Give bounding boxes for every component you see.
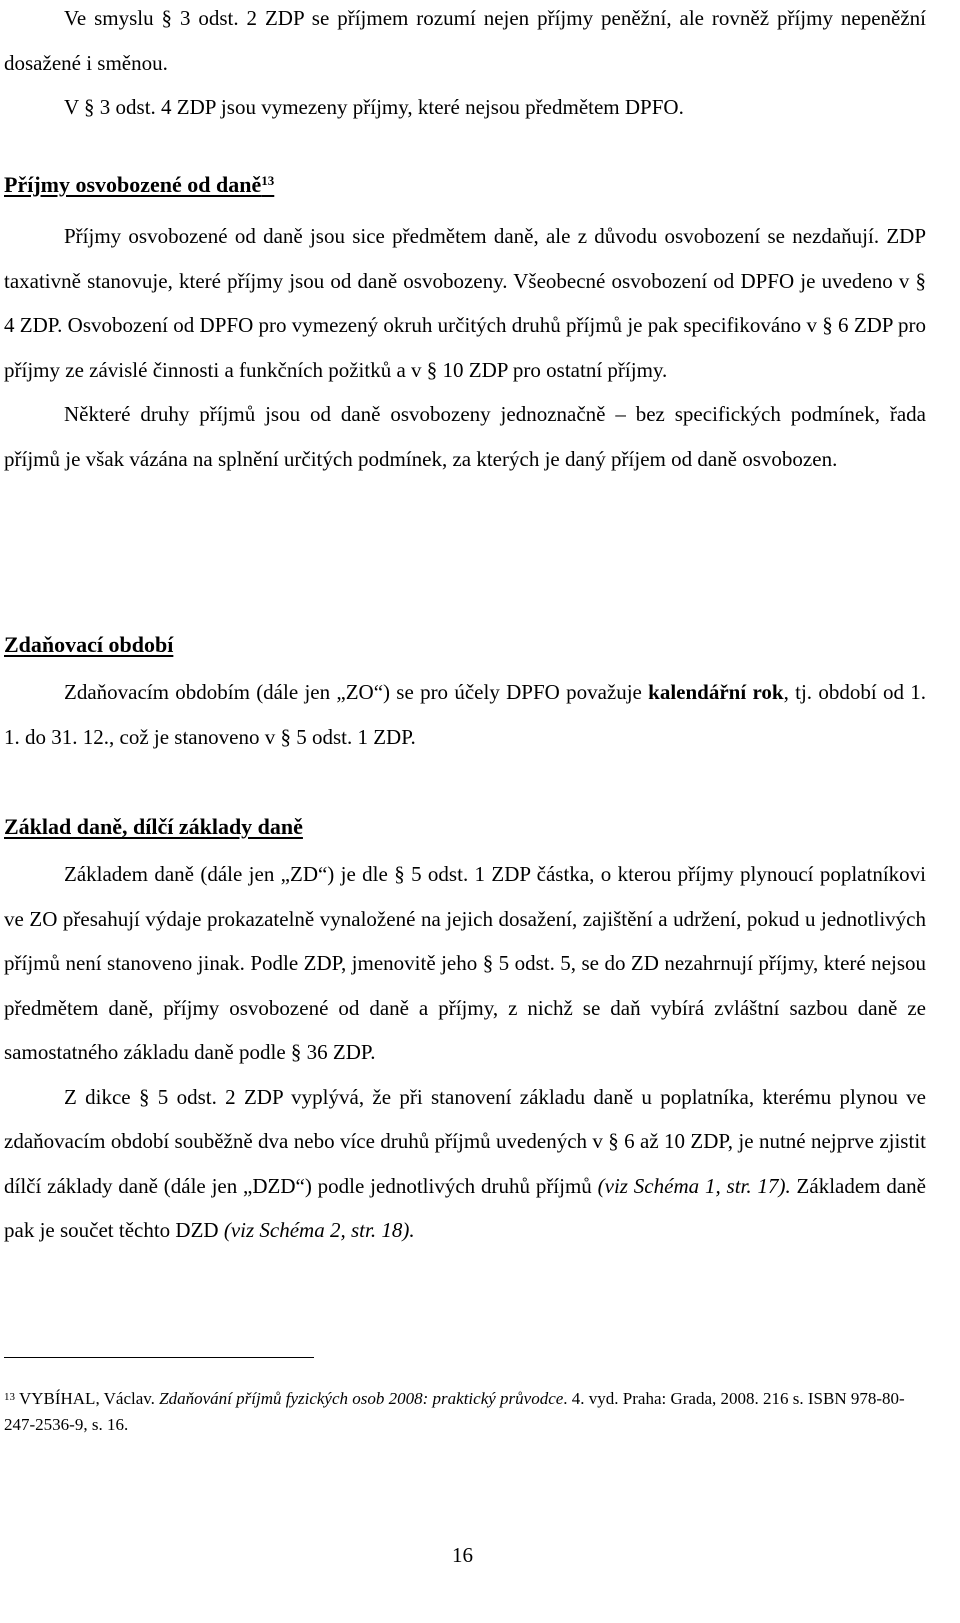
footnote	[4, 1386, 926, 1438]
footnote-title: Zdaňování příjmů fyzických osob 2008: praktický průvodce	[159, 1389, 564, 1408]
section-3-paragraph-2	[4, 1075, 926, 1253]
section-3-paragraph-1: Základem daně (dále jen „ZD“) je dle § 5 odst. 1 ZDP částka, o kterou příjmy plynoucí poplatníkovi ve ZO přesahují výdaje prokazatelně vynaložené na jejich dosažení, zajištění a udržení, pokud u jednotlivých příjmů není stanoveno jinak. Podle ZDP, jmenovitě jeho § 5 odst. 5, se do ZD nezahrnují příjmy, které nejsou předmětem daně, příjmy osvobozené od daně a příjmy, z nichž se daň vybírá zvláštní sazbou daně ze samostatného základu daně podle § 36 ZDP.	[4, 862, 926, 1064]
footnote-details: . 4. vyd. Praha: Grada, 2008. 216 s. ISBN 978-80-247-2536-9, s. 16.	[4, 1389, 905, 1434]
section-2-paragraph-1	[4, 670, 926, 759]
footnote-number: 13	[4, 1391, 15, 1403]
text-run: Základem daně pak je součet těchto DZD	[4, 1173, 926, 1242]
intro-paragraph-2: V § 3 odst. 4 ZDP jsou vymezeny příjmy, které nejsou předmětem DPFO.	[64, 95, 684, 119]
section-heading-tax-period: Zdaňovací období	[4, 632, 174, 657]
footnote-author: VYBÍHAL, Václav.	[18, 1389, 160, 1408]
footnote-reference[interactable]: 13	[261, 173, 275, 188]
intro-block	[4, 0, 926, 130]
section-3-body	[4, 852, 926, 1253]
section-1-paragraph-2: Některé druhy příjmů jsou od daně osvobozeny jednoznačně – bez specifických podmínek, řada příjmů je však vázána na splnění určitých podmínek, za kterých je daný příjem od daně osvobozen.	[4, 402, 926, 471]
schema-reference-1: (viz Schéma 1, str. 17).	[597, 1173, 791, 1198]
text-run: Z dikce § 5 odst. 2 ZDP vyplývá, že při stanovení základu daně u poplatníka, kterému plynou ve zdaňovacím období souběžně dva nebo více druhů příjmů uvedených v § 6 až 10 ZDP, je nutné nejprve zjistit dílčí základy daně (dále jen „DZD“) podle jednotlivých druhů příjmů	[4, 1084, 926, 1198]
bold-term: kalendářní rok	[648, 680, 784, 704]
section-heading-tax-base: Základ daně, dílčí základy daně	[4, 814, 303, 839]
intro-paragraph-1: Ve smyslu § 3 odst. 2 ZDP se příjmem rozumí nejen příjmy peněžní, ale rovněž příjmy nepeněžní dosažené i směnou.	[4, 6, 926, 75]
text-run: Zdaňovacím obdobím (dále jen „ZO“) se pro účely DPFO považuje	[64, 680, 649, 704]
section-1-body	[4, 214, 926, 481]
section-heading-income-exempt	[4, 170, 274, 200]
section-2-body	[4, 670, 926, 759]
page-number: 16	[452, 1543, 473, 1567]
section-1-paragraph-1: Příjmy osvobozené od daně jsou sice předmětem daně, ale z důvodu osvobození se nezdaňují. ZDP taxativně stanovuje, které příjmy jsou od daně osvobozeny. Všeobecné osvobození od DPFO je uvedeno v § 4 ZDP. Osvobození od DPFO pro vymezený okruh určitých druhů příjmů je pak specifikováno v § 6 ZDP pro příjmy ze závislé činnosti a funkčních požitků a v § 10 ZDP pro ostatní příjmy.	[4, 224, 926, 382]
schema-reference-2: (viz Schéma 2, str. 18).	[223, 1218, 415, 1242]
section-heading-text: Příjmy osvobozené od daně	[4, 172, 262, 197]
text-run: , tj. období od 1. 1. do 31. 12., což je stanoveno v § 5 odst. 1 ZDP.	[4, 680, 926, 749]
footnote-separator	[4, 1357, 314, 1358]
